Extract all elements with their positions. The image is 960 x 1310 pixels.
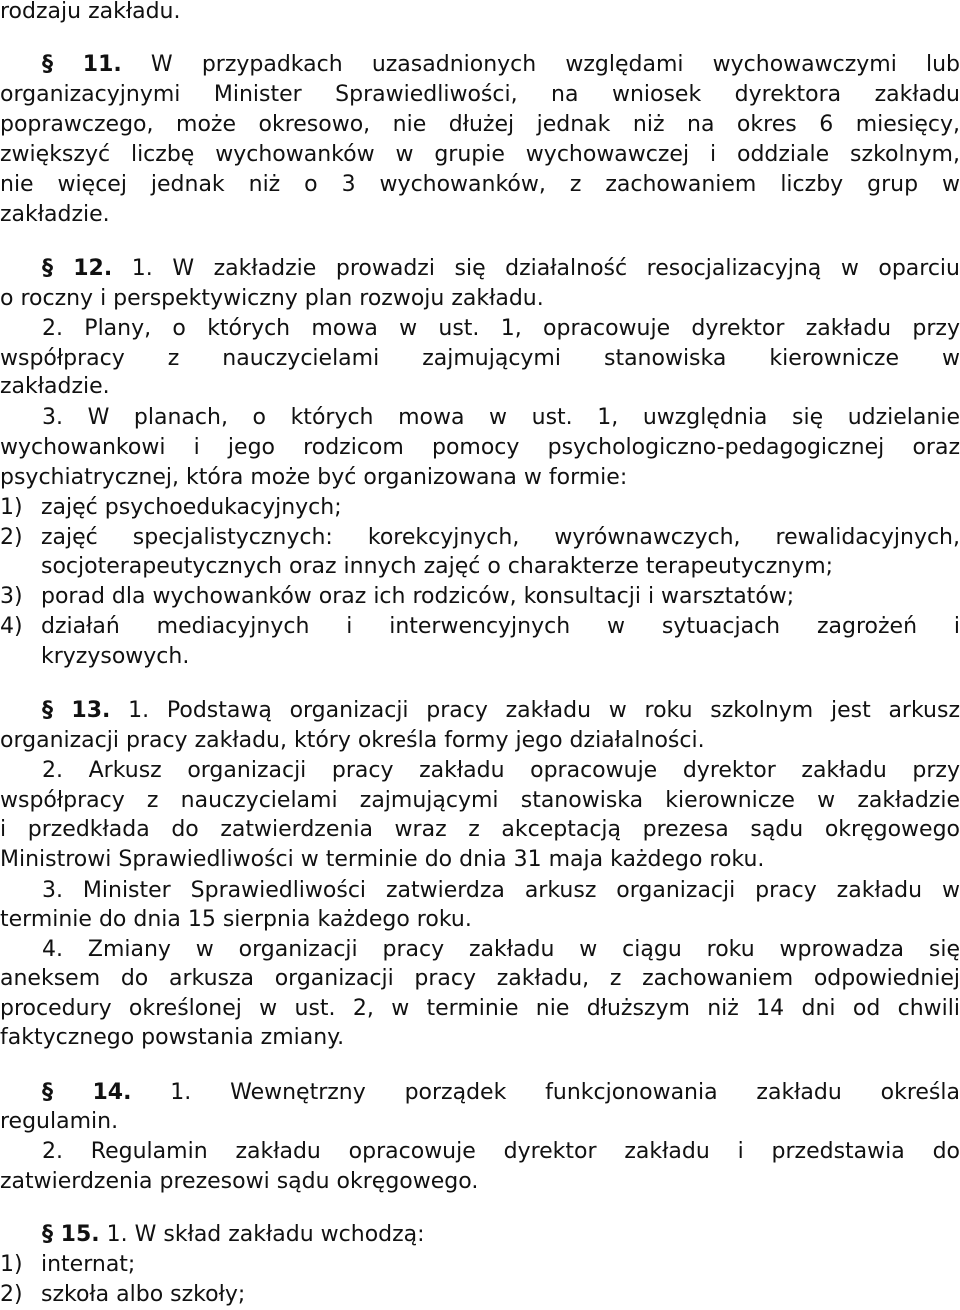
- paragraph-text: W przypadkach uzasadnionych względami wychowawczymi lub: [150, 52, 960, 77]
- paragraph-text: 3. W planach, o których mowa w ust. 1, uwzględnia się udzielanie: [42, 405, 960, 430]
- text-line: [0, 696, 960, 726]
- list-number: 1): [0, 495, 23, 520]
- section-number: § 14.: [42, 1080, 132, 1105]
- text-line: [0, 964, 960, 994]
- text-line: [0, 433, 960, 463]
- text-line: [0, 552, 960, 582]
- text-line: [0, 905, 960, 935]
- list-number: 2): [0, 1282, 23, 1307]
- text-line: [0, 1220, 960, 1250]
- text-line: [0, 1137, 960, 1167]
- text-line: [0, 845, 960, 875]
- text-line: [0, 876, 960, 906]
- list-item-text: zajęć psychoedukacyjnych;: [41, 495, 342, 520]
- paragraph-text: zakładzie.: [0, 374, 110, 399]
- text-line: [0, 1107, 960, 1137]
- text-line: [0, 935, 960, 965]
- paragraph-text: 2. Regulamin zakładu opracowuje dyrektor zakładu i przedstawia do: [42, 1139, 960, 1164]
- text-line: [0, 314, 960, 344]
- paragraph-text: poprawczego, może okresowo, nie dłużej jednak niż na okres 6 miesięcy,: [0, 112, 960, 137]
- text-line: [0, 403, 960, 433]
- paragraph-text: regulamin.: [0, 1109, 119, 1134]
- text-line: [0, 254, 960, 284]
- text-line: [0, 786, 960, 816]
- text-line: [0, 726, 960, 756]
- paragraph-text: Ministrowi Sprawiedliwości w terminie do dnia 31 maja każdego roku.: [0, 847, 765, 872]
- text-line: [0, 756, 960, 786]
- paragraph-text: terminie do dnia 15 sierpnia każdego roku.: [0, 907, 472, 932]
- text-line: [0, 815, 960, 845]
- text-line: [0, 1078, 960, 1108]
- list-number: 2): [0, 525, 23, 550]
- text-line: [0, 344, 960, 374]
- text-line: [0, 140, 960, 170]
- list-number: 1): [0, 1252, 23, 1277]
- text-line: [0, 372, 960, 402]
- paragraph-text: aneksem do arkusza organizacji pracy zakładu, z zachowaniem odpowiedniej: [0, 966, 960, 991]
- list-item-text: socjoterapeutycznych oraz innych zajęć o charakterze terapeutycznym;: [41, 554, 834, 579]
- section-number: § 11.: [42, 52, 122, 77]
- paragraph-text: wychowankowi i jego rodzicom pomocy psychologiczno-pedagogicznej oraz: [0, 435, 960, 460]
- paragraph-text: 3. Minister Sprawiedliwości zatwierdza arkusz organizacji pracy zakładu w: [42, 878, 960, 903]
- paragraph-text: procedury określonej w ust. 2, w terminie nie dłuższym niż 14 dni od chwili: [0, 996, 960, 1021]
- section-number: § 13.: [42, 698, 111, 723]
- list-item-text: porad dla wychowanków oraz ich rodziców, konsultacji i warsztatów;: [41, 584, 795, 609]
- section-number: § 12.: [42, 256, 113, 281]
- list-item-text: działań mediacyjnych i interwencyjnych w sytuacjach zagrożeń i: [41, 614, 960, 639]
- paragraph-text: rodzaju zakładu.: [0, 0, 181, 24]
- paragraph-text: 1. Podstawą organizacji pracy zakładu w roku szkolnym jest arkusz: [128, 698, 960, 723]
- paragraph-text: 2. Arkusz organizacji pracy zakładu opracowuje dyrektor zakładu przy: [42, 758, 960, 783]
- paragraph-text: faktycznego powstania zmiany.: [0, 1025, 345, 1050]
- paragraph-text: organizacji pracy zakładu, który określa formy jego działalności.: [0, 728, 705, 753]
- list-item-text: szkoła albo szkoły;: [41, 1282, 246, 1307]
- paragraph-text: współpracy z nauczycielami zajmującymi stanowiska kierownicze w: [0, 346, 960, 371]
- text-line: [0, 50, 960, 80]
- paragraph-text: o roczny i perspektywiczny plan rozwoju zakładu.: [0, 286, 544, 311]
- text-line: [0, 523, 960, 553]
- text-line: [0, 994, 960, 1024]
- paragraph-text: 2. Plany, o których mowa w ust. 1, opracowuje dyrektor zakładu przy: [42, 316, 960, 341]
- text-line: [0, 463, 960, 493]
- paragraph-text: zakładzie.: [0, 202, 110, 227]
- paragraph-text: organizacyjnymi Minister Sprawiedliwości, na wniosek dyrektora zakładu: [0, 82, 960, 107]
- text-line: [0, 612, 960, 642]
- list-item-text: internat;: [41, 1252, 136, 1277]
- list-number: 3): [0, 584, 23, 609]
- list-item-text: kryzysowych.: [41, 644, 190, 669]
- text-line: [0, 110, 960, 140]
- paragraph-text: zwiększyć liczbę wychowanków w grupie wychowawczej i oddziale szkolnym,: [0, 142, 960, 167]
- text-line: [0, 493, 960, 523]
- text-line: [0, 1023, 960, 1053]
- paragraph-text: 1. W zakładzie prowadzi się działalność resocjalizacyjną w oparciu: [131, 256, 960, 281]
- text-line: [0, 200, 960, 230]
- paragraph-text: psychiatrycznej, która może być organizowana w formie:: [0, 465, 628, 490]
- paragraph-text: i przedkłada do zatwierdzenia wraz z akceptacją prezesa sądu okręgowego: [0, 817, 960, 842]
- paragraph-text: 1. W skład zakładu wchodzą:: [106, 1222, 425, 1247]
- text-line: [0, 284, 960, 314]
- text-line: [0, 170, 960, 200]
- section-number: § 15.: [42, 1222, 100, 1247]
- list-item-text: zajęć specjalistycznych: korekcyjnych, wyrównawczych, rewalidacyjnych,: [41, 525, 960, 550]
- text-line: [0, 1167, 960, 1197]
- text-line: [0, 0, 960, 27]
- list-number: 4): [0, 614, 23, 639]
- text-line: [0, 642, 960, 672]
- paragraph-text: współpracy z nauczycielami zajmującymi stanowiska kierownicze w zakładzie: [0, 788, 960, 813]
- paragraph-text: nie więcej jednak niż o 3 wychowanków, z zachowaniem liczby grup w: [0, 172, 960, 197]
- text-line: [0, 80, 960, 110]
- text-line: [0, 582, 960, 612]
- text-line: [0, 1250, 960, 1280]
- paragraph-text: 1. Wewnętrzny porządek funkcjonowania zakładu określa: [170, 1080, 960, 1105]
- paragraph-text: zatwierdzenia prezesowi sądu okręgowego.: [0, 1169, 479, 1194]
- text-line: [0, 1280, 960, 1310]
- paragraph-text: 4. Zmiany w organizacji pracy zakładu w ciągu roku wprowadza się: [42, 937, 960, 962]
